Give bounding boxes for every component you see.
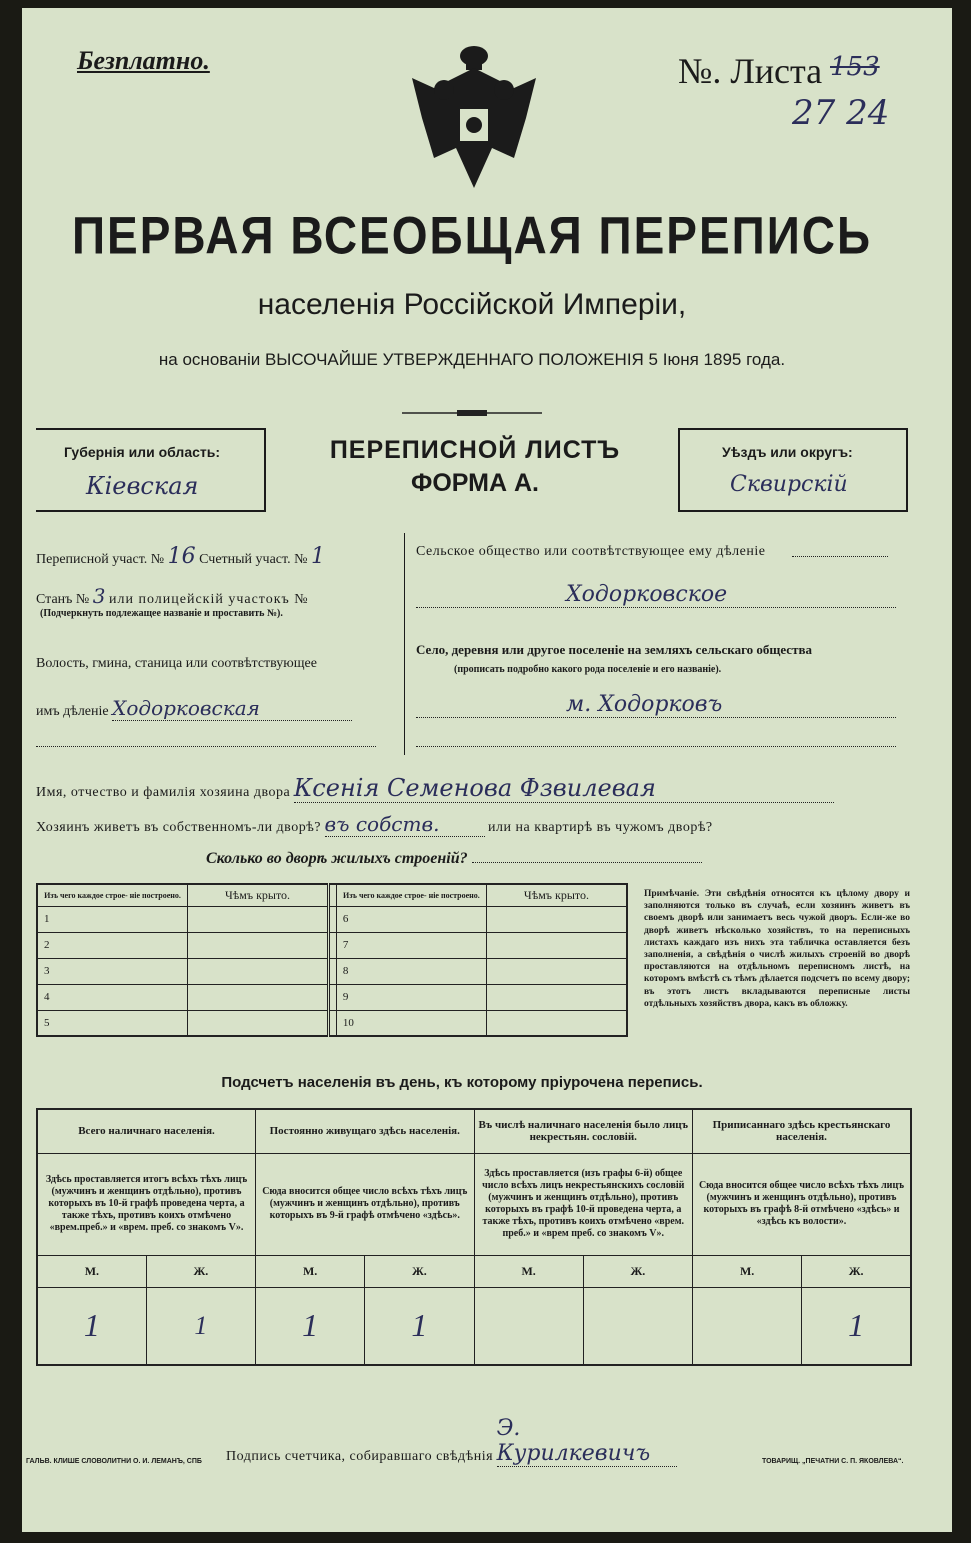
value-permanent-female: 1 (365, 1287, 474, 1365)
page-subtitle: населенія Россійской Имперіи, (257, 288, 687, 321)
buildings-table-header (37, 884, 627, 906)
col-female: Ж. (146, 1255, 255, 1287)
col-male: М. (37, 1255, 146, 1287)
stan-label: Станъ № (36, 592, 90, 607)
footer-right: ТОВАРИЩ. „ПЕЧАТНИ С. П. ЯКОВЛЕВА“. (762, 1458, 904, 1465)
row-number: 5 (37, 1010, 187, 1036)
table-row (37, 906, 627, 932)
population-table-sex-row (37, 1255, 911, 1287)
coat-of-arms-icon (404, 38, 544, 198)
count-area-value: 1 (310, 544, 325, 569)
row-number: 10 (336, 1010, 486, 1036)
society-value: Ходорковское (416, 582, 896, 608)
value-registered-female: 1 (802, 1287, 911, 1365)
table-row (37, 932, 627, 958)
buildings-note: Примѣчаніе. Эти свѣдѣнія относятся къ цѣлому двору и заполняются только въ случаѣ, если хозяинъ живетъ въ своемъ дворѣ или занимаетъ весь чужой дворъ. Если-же во дворѣ живетъ нѣсколько хозяйствъ, то на переписныхъ листахъ каждаго изъ нихъ эта табличка оставляется безъ заполненія, а свѣдѣнія о числѣ жилыхъ строеній во дворѣ проставляются на отдѣльномъ переписномъ листѣ, на которомъ вмѣстѣ съ тѣмъ дѣлается подсчетъ по всему двору; въ этотъ листъ вкладываются переписные листы отдѣльныхъ хозяйствъ двора, какъ въ обложку. (644, 889, 910, 1009)
buildings-count-blank (472, 862, 702, 863)
census-area-label: Переписной участ. № (36, 552, 165, 567)
owner-lives-label-2: или на квартирѣ въ чужомъ дворѣ? (488, 820, 713, 835)
village-note: (прописать подробно какого рода поселеніе и его названіе). (454, 664, 722, 675)
census-form-sheet (22, 8, 952, 1532)
col-male: М. (474, 1255, 583, 1287)
desc-permanent: Сюда вносится общее число всѣхъ тѣхъ лицъ (мужчинъ и женщинъ отдѣльно), противъ которыхъ въ 9-й графѣ отмѣчено «здѣсь». (256, 1153, 475, 1255)
col-female: Ж. (365, 1255, 474, 1287)
district-label: Уѣздъ или округъ: (722, 444, 853, 460)
province-value: Кіевская (86, 472, 199, 500)
census-area-value: 16 (167, 544, 196, 569)
volost-blank-line (36, 746, 376, 747)
row-number: 8 (336, 958, 486, 984)
population-count-title: Подсчетъ населенія въ день, къ которому пріурочена перепись. (221, 1074, 703, 1091)
owner-lives-label: Хозяинъ живетъ въ собственномъ-ли дворѣ? (36, 820, 322, 835)
col-male: М. (693, 1255, 802, 1287)
signature-row (226, 1416, 677, 1467)
village-blank-line (416, 746, 896, 747)
census-area-row (36, 544, 325, 569)
form-title-box (280, 436, 670, 511)
page-title: ПЕРВАЯ ВСЕОБЩАЯ ПЕРЕПИСЬ (71, 205, 873, 265)
col-material-header: Изъ чего каждое строе- ніе построено. (37, 884, 187, 906)
header-total: Всего наличнаго населенія. (37, 1109, 256, 1153)
form-subtitle: ФОРМА А. (411, 469, 539, 497)
volost-value: Ходорковская (112, 696, 352, 721)
row-number: 2 (37, 932, 187, 958)
owner-name-label: Имя, отчество и фамилія хозяина двора (36, 785, 291, 800)
police-note: (Подчеркнуть подлежащее названіе и проставить №). (40, 608, 283, 619)
value-non-peasant-female (583, 1287, 692, 1365)
value-non-peasant-male (474, 1287, 583, 1365)
desc-total: Здѣсь проставляется итогъ всѣхъ тѣхъ лицъ (мужчинъ и женщинъ отдѣльно), противъ которыхъ въ 10-й графѣ проведена черта, а также тѣхъ, противъ коихъ отмѣчено «врем.преб.» и «врем. преб. со знакомъ V». (37, 1153, 256, 1255)
free-label: Безплатно. (77, 46, 210, 75)
column-divider (404, 533, 405, 755)
village-value: м. Ходорковъ (416, 692, 896, 718)
population-table-desc (37, 1153, 911, 1255)
owner-name-value: Ксенія Семенова Фзвилевая (294, 774, 834, 803)
header-permanent: Постоянно живущаго здѣсь населенія. (256, 1109, 475, 1153)
volost-row (36, 696, 376, 721)
value-registered-male (693, 1287, 802, 1365)
value-total-female: 1 (146, 1287, 255, 1365)
police-label: или полицейскій участокъ № (108, 592, 309, 607)
row-number: 4 (37, 984, 187, 1010)
buildings-count-row (206, 850, 702, 868)
col-material-header-2: Изъ чего каждое строе- ніе построено. (336, 884, 486, 906)
society-label-dots (792, 556, 888, 557)
table-row (37, 1010, 627, 1036)
sheet-number-value: 153 (830, 52, 880, 82)
signature-value: Э. Курилкевичъ (497, 1416, 677, 1467)
buildings-count-label: Сколько во дворѣ жилыхъ строеній? (206, 850, 468, 867)
society-label: Сельское общество или соотвѣтствующее ему дѣленіе (416, 544, 766, 559)
col-male: М. (256, 1255, 365, 1287)
ornament-divider (402, 403, 542, 409)
value-permanent-male: 1 (256, 1287, 365, 1365)
value-total-male: 1 (37, 1287, 146, 1365)
stan-row (36, 584, 309, 608)
owner-name-row (36, 774, 906, 803)
sheet-number-value-2: 27 24 (792, 93, 890, 133)
population-table (36, 1108, 912, 1366)
header-non-peasant: Въ числѣ наличнаго населенія было лицъ некрестьян. сословій. (474, 1109, 693, 1153)
col-female: Ж. (583, 1255, 692, 1287)
row-number: 6 (336, 906, 486, 932)
village-label: Село, деревня или другое поселеніе на земляхъ сельскаго общества (416, 642, 812, 657)
owner-lives-row (36, 812, 906, 837)
form-title: ПЕРЕПИСНОЙ ЛИСТЪ (329, 436, 621, 464)
population-table-header (37, 1109, 911, 1153)
district-box (678, 428, 908, 512)
legal-basis: на основаніи ВЫСОЧАЙШЕ УТВЕРЖДЕННАГО ПОЛОЖЕНІЯ 5 Іюня 1895 года. (158, 350, 786, 369)
volost-label-2: имъ дѣленіе (36, 704, 109, 719)
row-number: 7 (336, 932, 486, 958)
footer-left: ГАЛЬВ. КЛИШЕ СЛОВОЛИТНИ О. И. ЛЕМАНЪ, СПБ (26, 1458, 202, 1465)
population-table-values (37, 1287, 911, 1365)
header-registered-peasant: Приписаннаго здѣсь крестьянскаго населенія. (693, 1109, 912, 1153)
col-roof-header: Чѣмъ крыто. (187, 884, 328, 906)
volost-label: Волость, гмина, станица или соотвѣтствующее (36, 656, 317, 671)
province-label: Губернія или область: (64, 444, 221, 460)
row-number: 1 (37, 906, 187, 932)
desc-registered-peasant: Сюда вносится общее число всѣхъ тѣхъ лицъ (мужчинъ и женщинъ отдѣльно), противъ которыхъ въ графѣ 8-й отмѣчено «здѣсь» и «здѣсь къ волости». (693, 1153, 912, 1255)
buildings-table (36, 883, 628, 1037)
table-row (37, 958, 627, 984)
col-female: Ж. (802, 1255, 911, 1287)
province-box (36, 428, 266, 512)
owner-lives-value: въ собств. (325, 812, 485, 837)
district-value: Сквирскій (730, 472, 848, 497)
signature-label: Подпись счетчика, собиравшаго свѣдѣнія (226, 1449, 494, 1464)
desc-non-peasant: Здѣсь проставляется (изъ графы 6-й) общее число всѣхъ лицъ некрестьянскихъ сословій (мужчинъ и женщинъ отдѣльно), противъ которыхъ въ графѣ 10-й проведена черта, а также тѣхъ, противъ коихъ отмѣчено «врем. преб.» и «врем преб. со знакомъ V». (474, 1153, 693, 1255)
table-row (37, 984, 627, 1010)
stan-value: 3 (92, 584, 106, 608)
count-area-label: Счетный участ. № (199, 552, 308, 567)
sheet-number-label: №. Листа (678, 51, 823, 91)
row-number: 9 (336, 984, 486, 1010)
col-roof-header-2: Чѣмъ крыто. (486, 884, 627, 906)
row-number: 3 (37, 958, 187, 984)
